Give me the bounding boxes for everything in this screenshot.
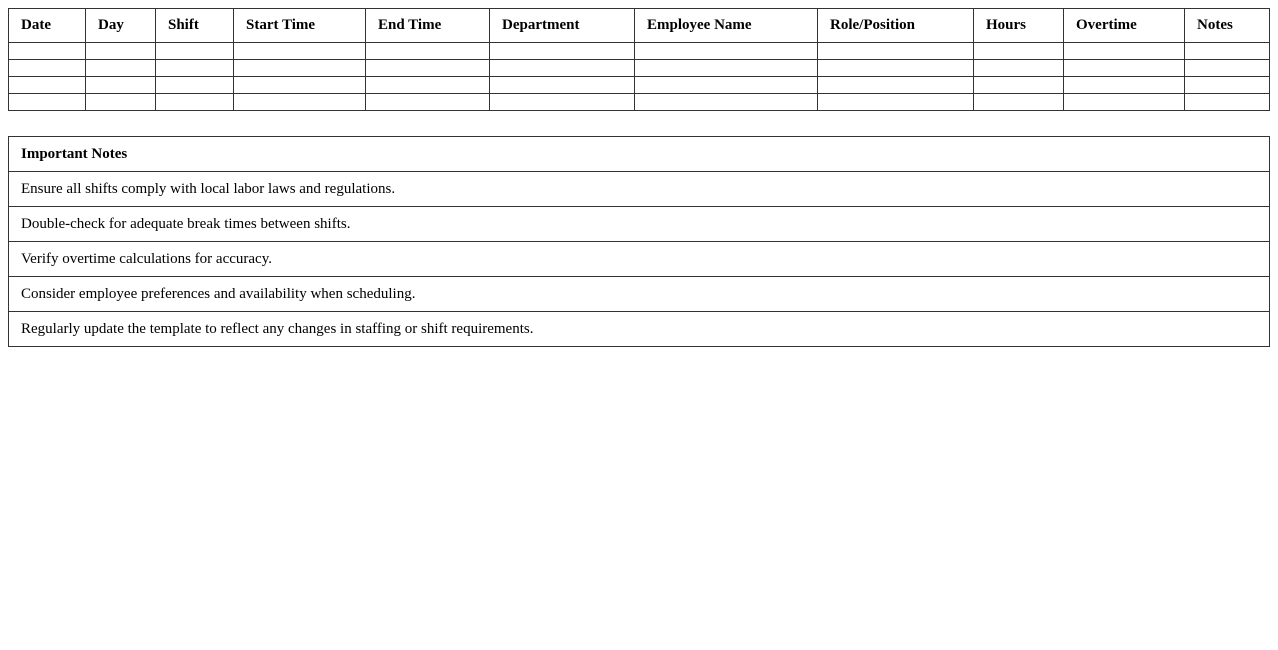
table-cell[interactable] — [974, 60, 1064, 77]
table-row — [9, 43, 1270, 60]
table-cell[interactable] — [974, 77, 1064, 94]
table-cell[interactable] — [635, 94, 818, 111]
table-cell[interactable] — [818, 60, 974, 77]
table-cell[interactable] — [818, 43, 974, 60]
table-cell[interactable] — [635, 77, 818, 94]
table-cell[interactable] — [366, 43, 490, 60]
table-cell[interactable] — [818, 77, 974, 94]
table-cell[interactable] — [156, 43, 234, 60]
column-header-start-time: Start Time — [234, 9, 366, 43]
column-header-department: Department — [490, 9, 635, 43]
column-header-day: Day — [86, 9, 156, 43]
note-row — [9, 242, 1270, 277]
note-item: Double-check for adequate break times between shifts. — [9, 207, 1270, 242]
table-cell[interactable] — [1185, 94, 1270, 111]
note-row — [9, 277, 1270, 312]
note-row — [9, 172, 1270, 207]
table-cell[interactable] — [156, 60, 234, 77]
table-cell[interactable] — [1064, 77, 1185, 94]
table-cell[interactable] — [234, 43, 366, 60]
table-cell[interactable] — [234, 94, 366, 111]
column-header-shift: Shift — [156, 9, 234, 43]
table-row — [9, 60, 1270, 77]
table-cell[interactable] — [9, 43, 86, 60]
table-cell[interactable] — [1064, 43, 1185, 60]
table-cell[interactable] — [490, 43, 635, 60]
table-cell[interactable] — [974, 94, 1064, 111]
table-cell[interactable] — [1064, 60, 1185, 77]
table-cell[interactable] — [635, 43, 818, 60]
table-cell[interactable] — [818, 94, 974, 111]
table-cell[interactable] — [86, 94, 156, 111]
table-cell[interactable] — [9, 60, 86, 77]
important-notes-table — [8, 136, 1270, 347]
note-item: Verify overtime calculations for accuracy. — [9, 242, 1270, 277]
table-cell[interactable] — [86, 43, 156, 60]
table-cell[interactable] — [234, 60, 366, 77]
column-header-role-position: Role/Position — [818, 9, 974, 43]
note-row — [9, 207, 1270, 242]
note-item: Ensure all shifts comply with local labor laws and regulations. — [9, 172, 1270, 207]
column-header-notes: Notes — [1185, 9, 1270, 43]
note-item: Regularly update the template to reflect any changes in staffing or shift requirements. — [9, 312, 1270, 347]
table-cell[interactable] — [86, 60, 156, 77]
table-cell[interactable] — [86, 77, 156, 94]
notes-title: Important Notes — [9, 137, 1270, 172]
table-cell[interactable] — [635, 60, 818, 77]
table-cell[interactable] — [1185, 60, 1270, 77]
table-cell[interactable] — [156, 94, 234, 111]
table-row — [9, 94, 1270, 111]
table-cell[interactable] — [490, 60, 635, 77]
table-cell[interactable] — [234, 77, 366, 94]
table-cell[interactable] — [1185, 43, 1270, 60]
table-cell[interactable] — [1185, 77, 1270, 94]
notes-header-row — [9, 137, 1270, 172]
column-header-end-time: End Time — [366, 9, 490, 43]
note-row — [9, 312, 1270, 347]
schedule-table — [8, 8, 1270, 111]
table-cell[interactable] — [9, 94, 86, 111]
table-row — [9, 77, 1270, 94]
table-cell[interactable] — [366, 60, 490, 77]
table-cell[interactable] — [1064, 94, 1185, 111]
table-cell[interactable] — [156, 77, 234, 94]
column-header-hours: Hours — [974, 9, 1064, 43]
column-header-overtime: Overtime — [1064, 9, 1185, 43]
note-item: Consider employee preferences and availability when scheduling. — [9, 277, 1270, 312]
table-cell[interactable] — [9, 77, 86, 94]
table-cell[interactable] — [366, 94, 490, 111]
header-row — [9, 9, 1270, 43]
table-cell[interactable] — [490, 94, 635, 111]
table-cell[interactable] — [490, 77, 635, 94]
table-cell[interactable] — [366, 77, 490, 94]
table-cell[interactable] — [974, 43, 1064, 60]
column-header-date: Date — [9, 9, 86, 43]
column-header-employee-name: Employee Name — [635, 9, 818, 43]
